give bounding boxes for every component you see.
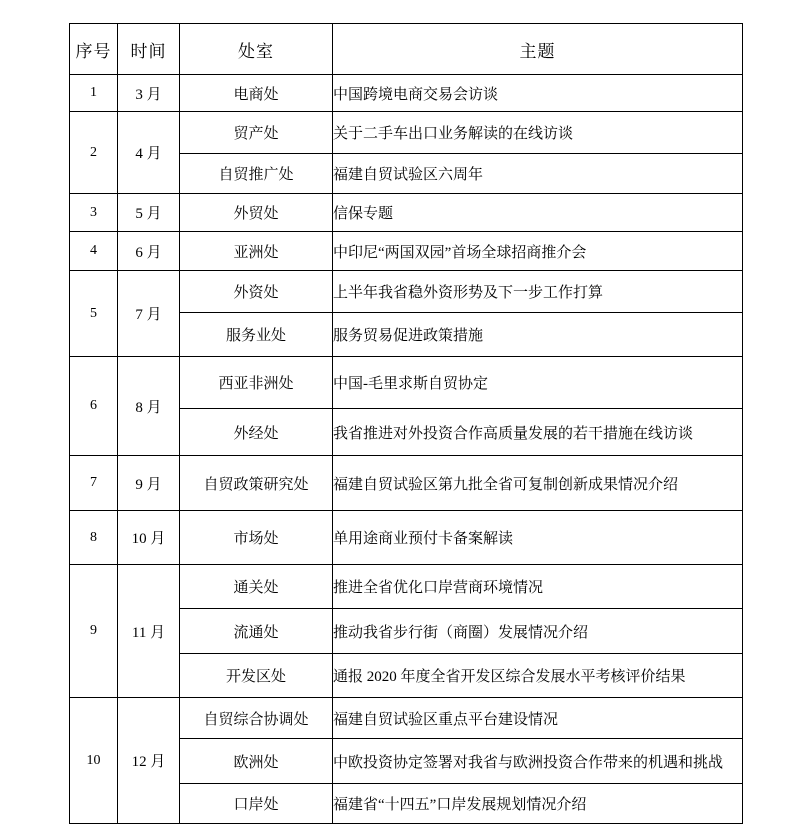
cell-month: 10 月 xyxy=(118,511,180,565)
cell-serial: 2 xyxy=(70,112,118,194)
cell-serial: 7 xyxy=(70,456,118,511)
table-row xyxy=(70,194,743,232)
table-row xyxy=(70,232,743,271)
cell-dept: 外贸处 xyxy=(180,194,333,232)
cell-serial: 6 xyxy=(70,357,118,456)
cell-dept: 外经处 xyxy=(180,409,333,456)
cell-serial: 10 xyxy=(70,698,118,824)
cell-month: 8 月 xyxy=(118,357,180,456)
table-row xyxy=(70,511,743,565)
cell-dept: 电商处 xyxy=(180,75,333,112)
header-row xyxy=(70,24,743,75)
cell-dept: 自贸推广处 xyxy=(180,154,333,194)
cell-month: 5 月 xyxy=(118,194,180,232)
cell-serial: 3 xyxy=(70,194,118,232)
cell-dept: 口岸处 xyxy=(180,784,333,824)
table-row xyxy=(70,271,743,313)
cell-dept: 贸产处 xyxy=(180,112,333,154)
cell-serial: 9 xyxy=(70,565,118,698)
cell-dept: 西亚非洲处 xyxy=(180,357,333,409)
cell-month: 12 月 xyxy=(118,698,180,824)
cell-month: 11 月 xyxy=(118,565,180,698)
table-row xyxy=(70,698,743,739)
header-serial: 序号 xyxy=(70,24,118,75)
header-time: 时间 xyxy=(118,24,180,75)
cell-topic: 福建自贸试验区六周年 xyxy=(333,154,743,194)
cell-month: 9 月 xyxy=(118,456,180,511)
cell-dept: 服务业处 xyxy=(180,313,333,357)
cell-serial: 4 xyxy=(70,232,118,271)
cell-topic: 推进全省优化口岸营商环境情况 xyxy=(333,565,743,609)
cell-dept: 自贸政策研究处 xyxy=(180,456,333,511)
cell-topic: 上半年我省稳外资形势及下一步工作打算 xyxy=(333,271,743,313)
cell-serial: 1 xyxy=(70,75,118,112)
cell-topic: 我省推进对外投资合作高质量发展的若干措施在线访谈 xyxy=(333,409,743,456)
header-dept: 处室 xyxy=(180,24,333,75)
header-topic: 主题 xyxy=(333,24,743,75)
cell-month: 7 月 xyxy=(118,271,180,357)
cell-serial: 8 xyxy=(70,511,118,565)
table-row xyxy=(70,112,743,154)
cell-topic: 中国-毛里求斯自贸协定 xyxy=(333,357,743,409)
schedule-table-container xyxy=(69,23,743,824)
table-row xyxy=(70,75,743,112)
cell-dept: 自贸综合协调处 xyxy=(180,698,333,739)
cell-topic: 中印尼“两国双园”首场全球招商推介会 xyxy=(333,232,743,271)
cell-topic: 信保专题 xyxy=(333,194,743,232)
cell-topic: 推动我省步行街（商圈）发展情况介绍 xyxy=(333,609,743,654)
cell-month: 6 月 xyxy=(118,232,180,271)
cell-topic: 单用途商业预付卡备案解读 xyxy=(333,511,743,565)
cell-dept: 外资处 xyxy=(180,271,333,313)
cell-dept: 流通处 xyxy=(180,609,333,654)
cell-topic: 关于二手车出口业务解读的在线访谈 xyxy=(333,112,743,154)
cell-dept: 开发区处 xyxy=(180,654,333,698)
cell-dept: 通关处 xyxy=(180,565,333,609)
cell-topic: 中欧投资协定签署对我省与欧洲投资合作带来的机遇和挑战 xyxy=(333,739,743,784)
cell-topic: 通报 2020 年度全省开发区综合发展水平考核评价结果 xyxy=(333,654,743,698)
cell-dept: 欧洲处 xyxy=(180,739,333,784)
table-row xyxy=(70,357,743,409)
cell-dept: 亚洲处 xyxy=(180,232,333,271)
cell-month: 3 月 xyxy=(118,75,180,112)
cell-topic: 福建自贸试验区重点平台建设情况 xyxy=(333,698,743,739)
cell-serial: 5 xyxy=(70,271,118,357)
cell-month: 4 月 xyxy=(118,112,180,194)
cell-topic: 服务贸易促进政策措施 xyxy=(333,313,743,357)
cell-topic: 中国跨境电商交易会访谈 xyxy=(333,75,743,112)
schedule-table xyxy=(69,23,743,824)
table-row xyxy=(70,565,743,609)
cell-topic: 福建自贸试验区第九批全省可复制创新成果情况介绍 xyxy=(333,456,743,511)
table-row xyxy=(70,456,743,511)
cell-topic: 福建省“十四五”口岸发展规划情况介绍 xyxy=(333,784,743,824)
cell-dept: 市场处 xyxy=(180,511,333,565)
